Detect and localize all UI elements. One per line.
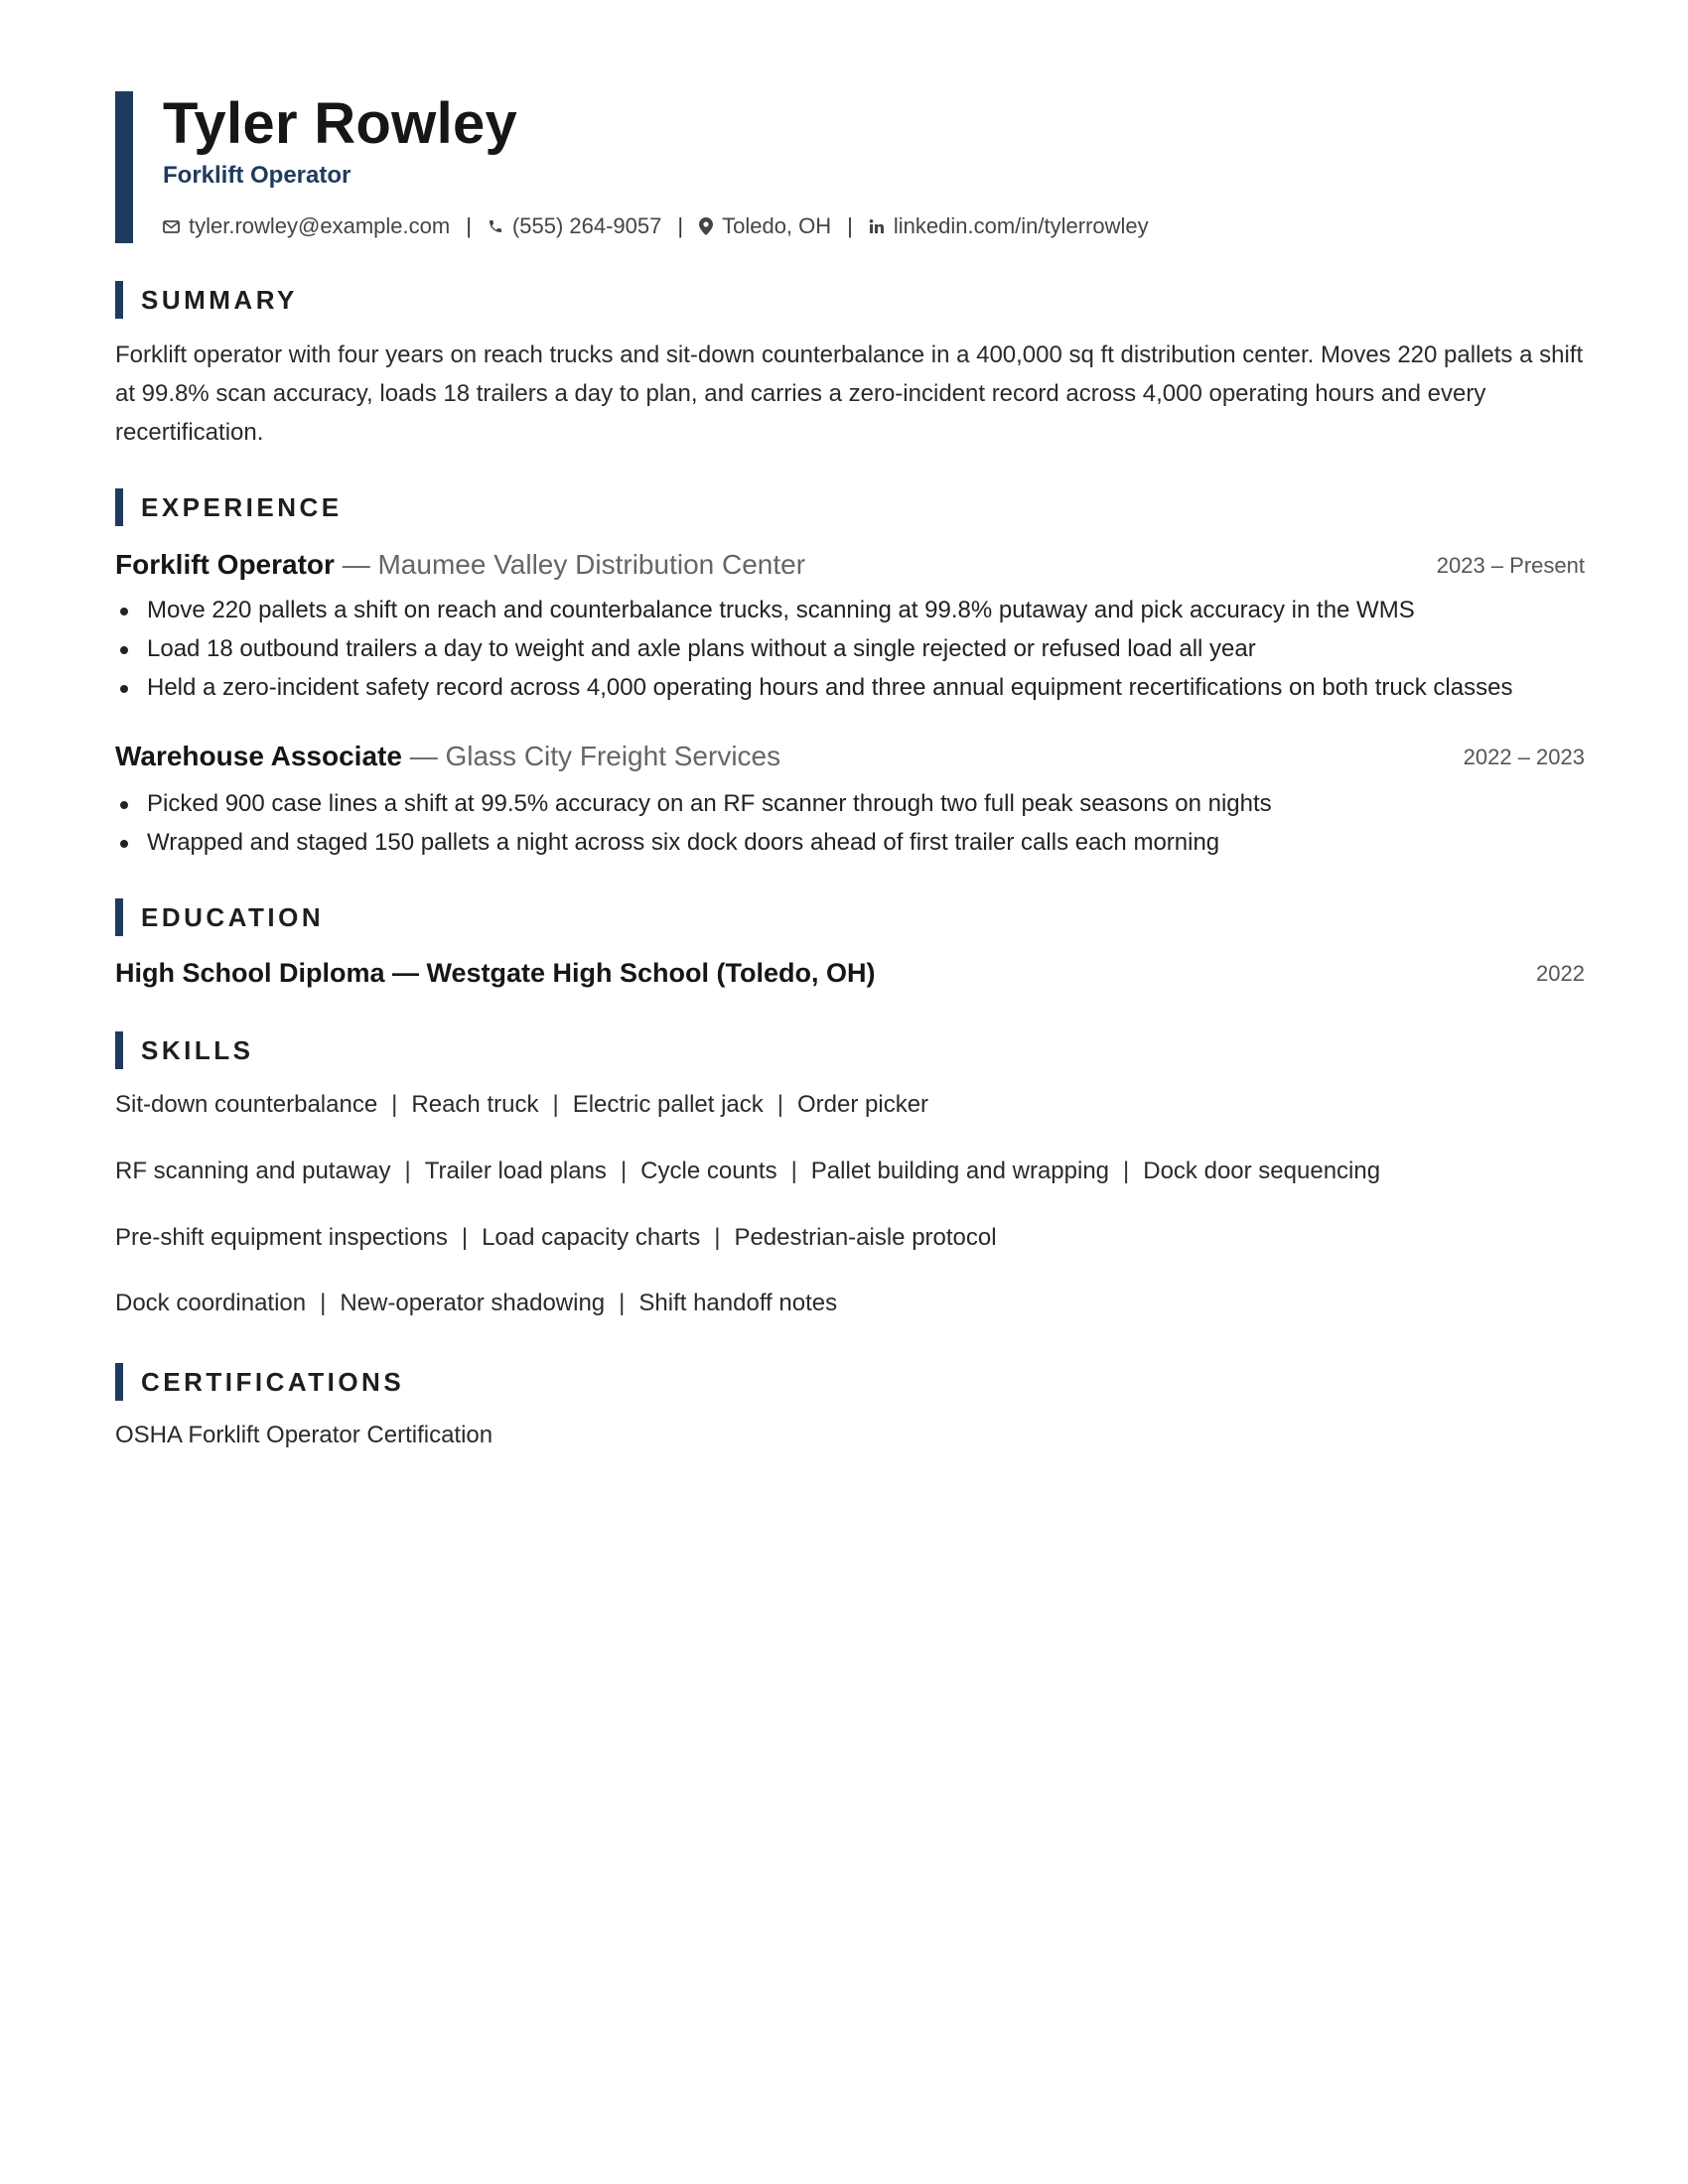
skills-row	[115, 1088, 928, 1122]
section-accent-bar	[115, 1363, 123, 1401]
skill-item: Cycle counts	[640, 1158, 777, 1184]
location-pin-icon	[699, 217, 713, 235]
skill-separator: |	[620, 1158, 628, 1184]
skills-row	[115, 1155, 1380, 1188]
contact-separator: |	[466, 213, 472, 238]
skills-heading	[115, 1031, 711, 1069]
job-bullet: Picked 900 case lines a shift at 99.5% accuracy on an RF scanner through two full peak seasons on nights	[115, 784, 1595, 823]
job-title: Forklift Operator	[115, 549, 335, 580]
skill-item: Sit-down counterbalance	[115, 1091, 378, 1118]
job-company: — Maumee Valley Distribution Center	[342, 549, 806, 580]
skill-separator: |	[776, 1091, 784, 1118]
resume-header	[115, 91, 1585, 243]
contact-email[interactable]	[163, 213, 450, 239]
summary-title: SUMMARY	[141, 285, 298, 315]
contact-separator: |	[847, 213, 853, 238]
skill-item: Electric pallet jack	[572, 1091, 764, 1118]
skill-separator: |	[320, 1290, 327, 1316]
job-dates: 2022 – 2023	[1463, 745, 1585, 769]
contact-location	[699, 213, 831, 239]
skill-separator: |	[714, 1224, 721, 1251]
summary-text: Forklift operator with four years on reach trucks and sit-down counterbalance in a 400,000 sq ft distribution center. Moves 220 pallets a shift at 99.8% scan accuracy, loads 18 trailers a day to plan, and carries a zero-incident record across 4,000 operating hours and every recertification.	[115, 341, 1584, 446]
skill-item: Pre-shift equipment inspections	[115, 1224, 448, 1251]
skill-item: Reach truck	[411, 1091, 539, 1118]
certifications-heading	[115, 1363, 711, 1401]
header-accent-bar	[115, 91, 133, 243]
skill-separator: |	[461, 1224, 469, 1251]
linkedin-icon	[869, 218, 885, 234]
job-bullet: Held a zero-incident safety record across 4,000 operating hours and three annual equipment recertifications on both truck classes	[115, 668, 1595, 707]
education-entry	[115, 955, 1585, 991]
skill-item: New-operator shadowing	[340, 1290, 606, 1316]
job-bullet: Move 220 pallets a shift on reach and counterbalance trucks, scanning at 99.8% putaway and pick accuracy in the WMS	[115, 591, 1595, 629]
skills-row	[115, 1287, 837, 1320]
section-accent-bar	[115, 281, 123, 319]
summary-heading	[115, 281, 711, 319]
job-header	[115, 739, 1585, 774]
job-title: Warehouse Associate	[115, 741, 402, 771]
skill-item: Load capacity charts	[482, 1224, 701, 1251]
email-text: tyler.rowley@example.com	[189, 213, 451, 238]
education-heading	[115, 898, 711, 936]
skill-separator: |	[619, 1290, 626, 1316]
experience-heading	[115, 488, 711, 526]
job-dates: 2023 – Present	[1436, 553, 1585, 578]
skill-item: Dock door sequencing	[1143, 1158, 1381, 1184]
skill-item: RF scanning and putaway	[115, 1158, 391, 1184]
linkedin-text: linkedin.com/in/tylerrowley	[893, 213, 1149, 238]
phone-icon	[488, 218, 503, 234]
experience-title: EXPERIENCE	[141, 492, 343, 522]
contact-line	[163, 211, 1149, 241]
skill-separator: |	[1123, 1158, 1130, 1184]
skill-item: Pedestrian-aisle protocol	[734, 1224, 997, 1251]
job-header	[115, 547, 1585, 583]
education-degree: High School Diploma — Westgate High School (Toledo, OH)	[115, 958, 876, 988]
skill-separator: |	[391, 1091, 398, 1118]
contact-phone[interactable]	[488, 213, 661, 239]
phone-text: (555) 264-9057	[511, 213, 662, 238]
location-text: Toledo, OH	[722, 213, 832, 238]
job-bullet: Load 18 outbound trailers a day to weight and axle plans without a single rejected or refused load all year	[115, 629, 1595, 668]
job-bullets	[115, 591, 1595, 707]
skill-item: Order picker	[797, 1091, 929, 1118]
skills-row	[115, 1221, 997, 1255]
section-accent-bar	[115, 1031, 123, 1069]
skill-item: Pallet building and wrapping	[810, 1158, 1110, 1184]
education-title: EDUCATION	[141, 902, 325, 932]
education-year: 2022	[1536, 961, 1585, 986]
contact-linkedin[interactable]	[869, 213, 1149, 239]
section-accent-bar	[115, 488, 123, 526]
job-company: — Glass City Freight Services	[409, 741, 781, 771]
certification-item: OSHA Forklift Operator Certification	[115, 1422, 493, 1448]
skills-title: SKILLS	[141, 1035, 254, 1065]
skill-item: Shift handoff notes	[638, 1290, 838, 1316]
skill-item: Dock coordination	[115, 1290, 307, 1316]
skill-separator: |	[404, 1158, 411, 1184]
mail-icon	[163, 220, 180, 233]
skill-item: Trailer load plans	[424, 1158, 607, 1184]
contact-separator: |	[677, 213, 684, 238]
candidate-role: Forklift Operator	[163, 162, 352, 189]
job-bullets	[115, 784, 1595, 862]
candidate-name: Tyler Rowley	[163, 91, 518, 156]
skill-separator: |	[790, 1158, 797, 1184]
job-bullet: Wrapped and staged 150 pallets a night across six dock doors ahead of first trailer calls each morning	[115, 823, 1595, 862]
skill-separator: |	[552, 1091, 559, 1118]
certifications-title: CERTIFICATIONS	[141, 1367, 405, 1397]
section-accent-bar	[115, 898, 123, 936]
